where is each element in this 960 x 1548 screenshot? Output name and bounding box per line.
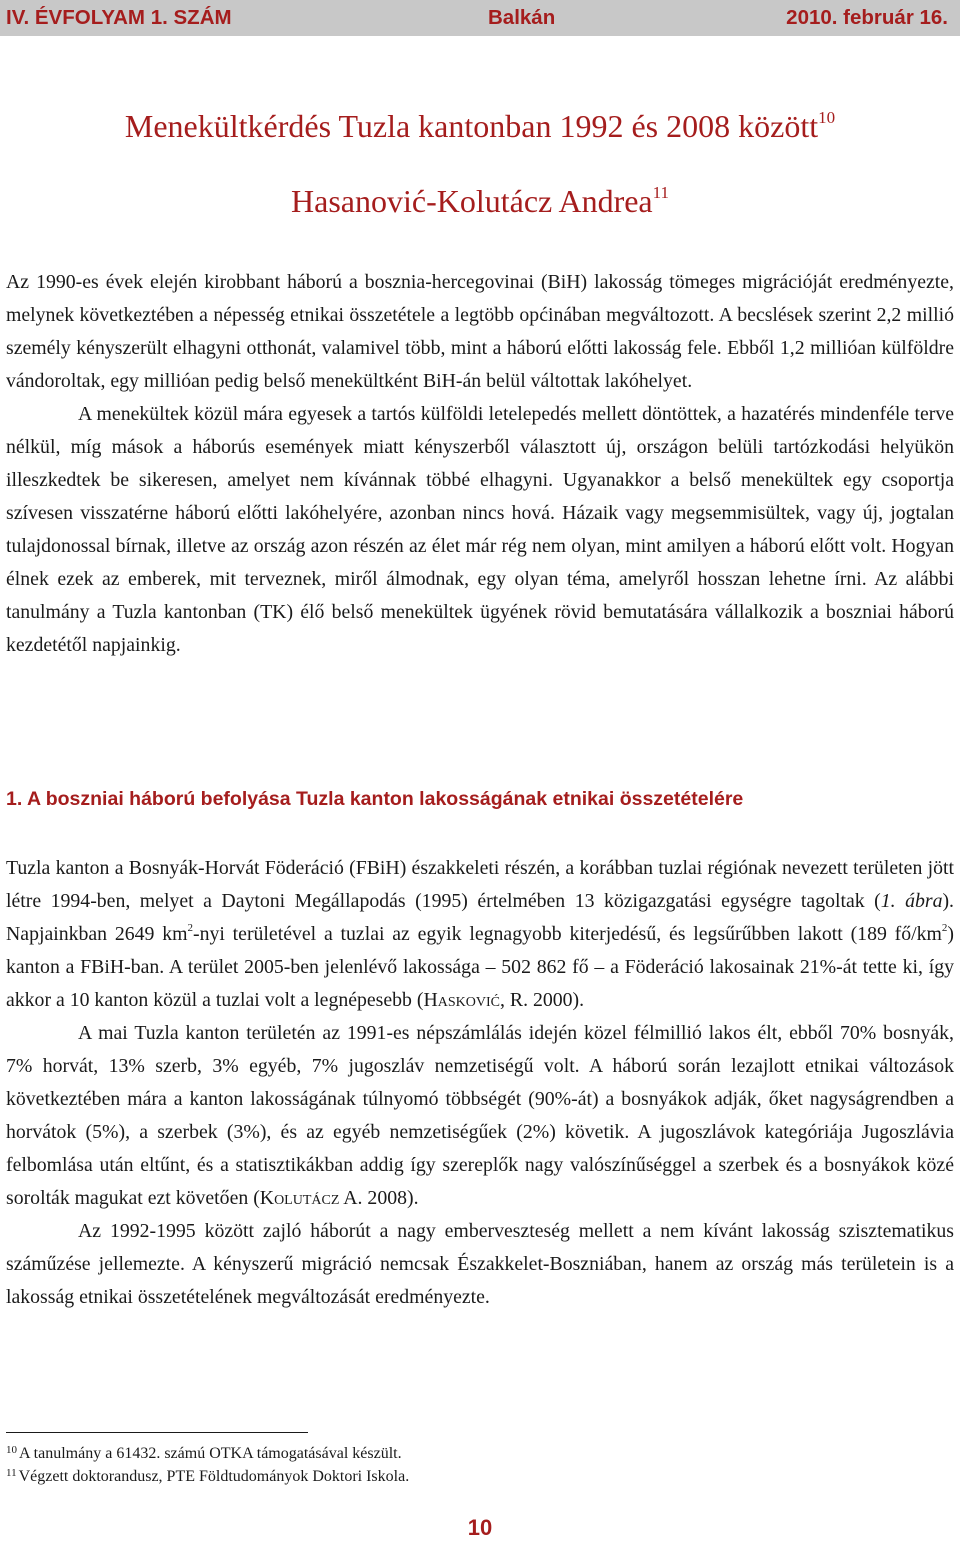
page-number: 10 — [467, 1515, 493, 1540]
text-run: A mai Tuzla kanton területén az 1991-es népszámlálás idején közel félmillió lakos élt, ebből 70% bosnyák, 7% horvát, 13% szerb, 3% egyéb, 7% jugoszláv nemzetiségű volt. A háború során lezajlott etnikai változások következtében mára a kanton lakosságának túlnyomó többségét (90%-át) a bosnyákok adják, őket nagyságrendben a horvátok (5%), a szerbek (3%), és az egyéb nemzetiségűek (2%) követik. A jugoszlávok kategóriája Jugoszlávia felbomlása után eltűnt, és a statisztikákban addig így szereplők nagy valószínűséggel a szerbek és a bosnyákok közé sorolták magukat ezt követően ( — [6, 1022, 954, 1209]
running-header — [0, 0, 960, 36]
title-footnote-ref: 10 — [818, 108, 836, 127]
text-run: , R. 2000). — [499, 989, 585, 1011]
text-run: A. 2008). — [339, 1187, 419, 1209]
article-author — [0, 183, 960, 220]
section-paragraph-3 — [6, 1215, 954, 1314]
header-volume: IV. ÉVFOLYAM 1. SZÁM — [6, 6, 232, 29]
footnote-number: 10 — [6, 1444, 17, 1456]
section-heading: 1. A boszniai háború befolyása Tuzla kanton lakosságának etnikai összetételére — [6, 788, 744, 810]
article-title-text: Menekültkérdés Tuzla kantonban 1992 és 2008 között — [124, 108, 819, 144]
section-paragraph-2 — [6, 1017, 954, 1215]
text-run: ) kanton a FBiH-ban. A terület 2005-ben jelenlévő lakossága – 502 862 fő – a Föderáció lakosainak 21%-át tette ki, így akkor a 10 kanton közül a tuzlai volt a legnépesebb ( — [6, 923, 954, 1011]
header-date: 2010. február 16. — [786, 6, 948, 29]
text-run: Tuzla kanton a Bosnyák-Horvát Föderáció (FBiH) északkeleti részén, a korábban tuzlai régiónak nevezett területen jött létre 1994-ben, melyet a Daytoni Megállapodás (1995) értelmében 13 közigazgatási egységre tagoltak ( — [6, 857, 954, 912]
section-body — [6, 852, 954, 1314]
citation-author: Hasković — [423, 989, 500, 1011]
intro-paragraph-2 — [6, 398, 954, 662]
text-run: Az 1992-1995 között zajló háborút a nagy emberveszteség mellett a nem kívánt lakosság szisztematikus száműzése jellemezte. A kényszerű migráció nemcsak Északkelet-Boszniában, hanem az ország más területein is a lakosság etnikai összetételének megváltozását eredményezte. — [6, 1220, 954, 1308]
intro-paragraph-2-text: A menekültek közül mára egyesek a tartós külföldi letelepedés mellett döntöttek, a hazatérés mindenféle terve nélkül, míg mások a háborús események miatt kényszerből választott új, országon belüli tartózkodási helyükön illeszkedtek be sikeresen, amelyet nem kívánnak többé elhagyni. Ugyanakkor a belső menekültek egy csoportja szívesen visszatérne háború előtti lakóhelyére, azonban nincs hová. Házaik vagy megsemmisültek, vagy új, jogtalan tulajdonossal bírnak, illetve az ország azon részén az élet már rég nem olyan, mint amilyen a háború előtt volt. Hogyan élnek ezek az emberek, mit terveznek, miről álmodnak, egy olyan téma, amelyről hosszan lehetne írni. Az alábbi tanulmány a Tuzla kantonban (TK) élő belső menekültek ügyének rövid bemutatására vállalkozik a boszniai háború kezdetétől napjainkig. — [6, 403, 954, 656]
footnote-11 — [6, 1465, 409, 1488]
section-paragraph-1 — [6, 852, 954, 1017]
header-journal: Balkán — [488, 6, 556, 29]
footnotes — [6, 1442, 409, 1488]
citation-author: Kolutácz — [259, 1187, 340, 1209]
footnote-rule — [6, 1432, 308, 1433]
footnote-10 — [6, 1442, 409, 1465]
author-footnote-ref: 11 — [652, 183, 669, 202]
intro-paragraphs — [6, 266, 954, 662]
intro-paragraph-1: Az 1990-es évek elején kirobbant háború a bosznia-hercegovinai (BiH) lakosság tömeges migrációját eredményezte, melynek következtében a népesség etnikai összetétele a legtöbb općinában megváltozott. A becslések szerint 2,2 millió személy kényszerült elhagyni otthonát, valamivel több, mint a háború előtti lakosság fele. Ebből 1,2 millióan külföldre vándoroltak, egy millióan pedig belső menekültként BiH-án belül váltottak lakóhelyet. — [6, 271, 954, 392]
superscript: 2 — [941, 922, 948, 934]
text-run: -nyi területével a tuzlai az egyik legnagyobb kiterjedésű, és legsűrűbben lakott (189 fő/km — [193, 923, 942, 945]
footnote-text: A tanulmány a 61432. számú OTKA támogatásával készült. — [19, 1445, 402, 1462]
article-title — [0, 108, 960, 145]
author-name: Hasanović-Kolutácz Andrea — [291, 183, 653, 219]
figure-reference: 1. ábra — [880, 890, 943, 912]
superscript: 2 — [187, 922, 194, 934]
text-run: ). Napjainkban 2649 km — [6, 890, 955, 945]
footnote-number: 11 — [6, 1467, 17, 1479]
footnote-text: Végzett doktorandusz, PTE Földtudományok Doktori Iskola. — [18, 1468, 410, 1485]
